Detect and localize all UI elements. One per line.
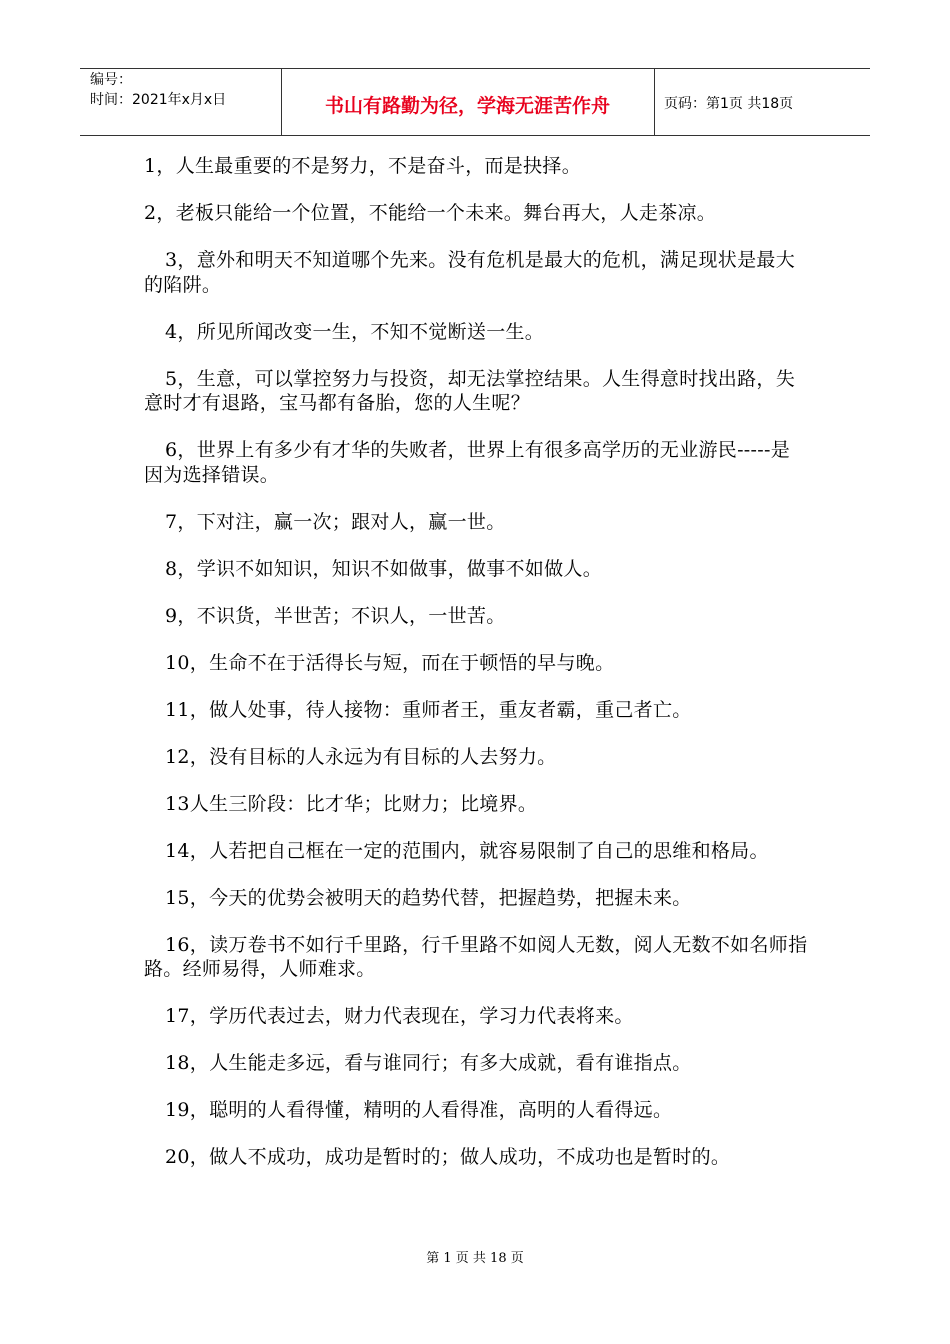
- quote-paragraph: 3，意外和明天不知道哪个先来。没有危机是最大的危机，满足现状是最大的陷阱。: [144, 249, 795, 296]
- header-motto-cell: [281, 69, 655, 135]
- quote-paragraph: 5，生意，可以掌控努力与投资，却无法掌控结果。人生得意时找出路，失意时才有退路，宝马都有备胎，您的人生呢？: [144, 367, 795, 414]
- quote-paragraph: 17，学历代表过去，财力代表现在，学习力代表将来。: [165, 1005, 634, 1027]
- header-meta: [80, 69, 282, 135]
- quote-paragraph: 18，人生能走多远，看与谁同行；有多大成就，看有谁指点。: [165, 1052, 692, 1074]
- header-page-cell: [654, 69, 870, 135]
- document-body: [144, 154, 809, 1192]
- quote-paragraph: 11，做人处事，待人接物：重师者王，重友者霸，重己者亡。: [165, 698, 692, 721]
- quote-paragraph: 20，做人不成功，成功是暂时的；做人成功，不成功也是暂时的。: [165, 1146, 731, 1168]
- page-footer: 第 1 页 共 18 页: [426, 1251, 524, 1266]
- quote-paragraph: 8，学识不如知识，知识不如做事，做事不如做人。: [165, 557, 602, 580]
- quote-paragraph: 9，不识货，半世苦；不识人，一世苦。: [165, 604, 506, 627]
- quote-paragraph: 2，老板只能给一个位置，不能给一个未来。舞台再大，人走茶凉。: [144, 202, 717, 224]
- quote-paragraph: 13人生三阶段：比才华；比财力；比境界。: [165, 792, 538, 815]
- quote-paragraph: 6，世界上有多少有才华的失败者，世界上有很多高学历的无业游民-----是因为选择错误。: [144, 439, 790, 486]
- motto-text: 书山有路勤为径，学海无涯苦作舟: [324, 94, 610, 117]
- quote-paragraph: 10，生命不在于活得长与短，而在于顿悟的早与晚。: [165, 651, 615, 674]
- quote-paragraph: 7，下对注，赢一次；跟对人，赢一世。: [165, 510, 506, 533]
- quote-paragraph: 1，人生最重要的不是努力，不是奋斗，而是抉择。: [144, 155, 581, 177]
- quote-paragraph: 15，今天的优势会被明天的趋势代替，把握趋势，把握未来。: [165, 886, 692, 909]
- page-header: [80, 68, 870, 136]
- time-label: 时间：2021年x月x日: [90, 92, 227, 108]
- quote-paragraph: 16，读万卷书不如行千里路，行千里路不如阅人无数，阅人无数不如名师指路。经师易得，人师难求。: [144, 933, 808, 980]
- quote-paragraph: 19，聪明的人看得懂，精明的人看得准，高明的人看得远。: [165, 1099, 673, 1121]
- quote-paragraph: 4，所见所闻改变一生，不知不觉断送一生。: [165, 320, 545, 343]
- page-info: 页码：第1页 共18页: [664, 96, 794, 112]
- number-label: 编号：: [90, 72, 132, 88]
- quote-paragraph: 14，人若把自己框在一定的范围内，就容易限制了自己的思维和格局。: [165, 839, 769, 862]
- quote-paragraph: 12，没有目标的人永远为有目标的人去努力。: [165, 745, 557, 768]
